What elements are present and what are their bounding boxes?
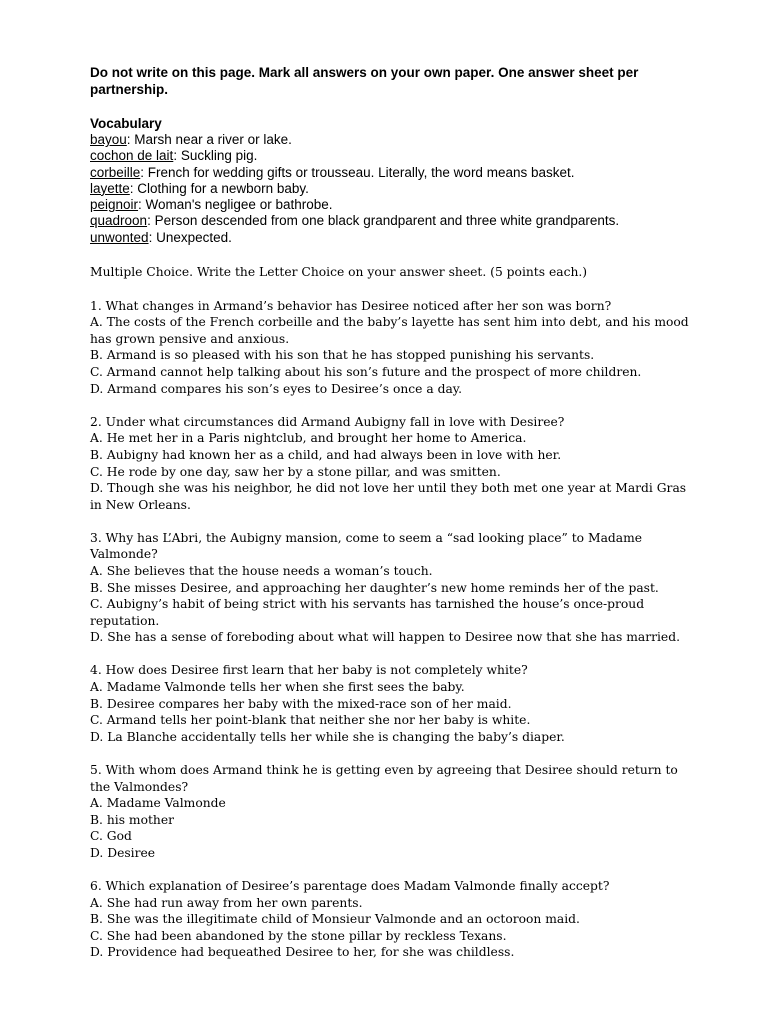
answer-choice: B. She misses Desiree, and approaching her daughter’s new home reminds her of the past. xyxy=(90,580,659,595)
vocab-entry xyxy=(90,181,690,197)
answer-choice: A. Madame Valmonde tells her when she first sees the baby. xyxy=(90,680,465,695)
answer-choice: A. Madame Valmonde xyxy=(90,796,226,811)
vocab-term: quadroon xyxy=(90,213,148,229)
answer-choice: D. Armand compares his son’s eyes to Desiree’s once a day. xyxy=(90,381,463,396)
answer-choice: D. She has a sense of foreboding about what will happen to Desiree now that she has married. xyxy=(90,630,680,645)
answer-choice: B. Desiree compares her baby with the mixed-race son of her maid. xyxy=(90,696,512,711)
answer-choice: C. Aubigny’s habit of being strict with his servants has tarnished the house’s once-proud reputation. xyxy=(90,597,645,628)
answer-choice: B. Aubigny had known her as a child, and had always been in love with her. xyxy=(90,447,562,462)
vocab-term: corbeille xyxy=(90,164,141,180)
question-text: 1. What changes in Armand’s behavior has Desiree noticed after her son was born? xyxy=(90,298,612,313)
answer-choice: C. Armand tells her point-blank that neither she nor her baby is white. xyxy=(90,713,531,728)
question-2 xyxy=(90,414,690,514)
vocabulary-heading: Vocabulary xyxy=(90,116,162,131)
answer-choice: A. He met her in a Paris nightclub, and brought her home to America. xyxy=(90,431,527,446)
vocab-definition: : Person descended from one black grandparent and three white grandparents. xyxy=(147,213,620,229)
answer-choice: D. Desiree xyxy=(90,845,156,860)
question-text: 6. Which explanation of Desiree’s parentage does Madam Valmonde finally accept? xyxy=(90,878,610,893)
answer-choice: C. She had been abandoned by the stone pillar by reckless Texans. xyxy=(90,928,507,943)
answer-choice: A. She had run away from her own parents. xyxy=(90,895,363,910)
answer-choice: C. He rode by one day, saw her by a stone pillar, and was smitten. xyxy=(90,464,501,479)
vocab-term: bayou xyxy=(90,132,127,147)
vocab-definition: : Woman's negligee or bathrobe. xyxy=(138,197,333,213)
vocab-entry xyxy=(90,148,690,164)
vocab-term: peignoir xyxy=(90,197,139,213)
question-text: 3. Why has L’Abri, the Aubigny mansion, come to seem a “sad looking place” to Madame Valmonde? xyxy=(90,530,643,562)
answer-choice: B. She was the illegitimate child of Monsieur Valmonde and an octoroon maid. xyxy=(90,912,580,927)
vocab-entry xyxy=(90,197,690,213)
question-3 xyxy=(90,530,690,646)
question-1 xyxy=(90,298,690,398)
answer-choice: B. his mother xyxy=(90,812,175,827)
vocab-entry xyxy=(90,230,690,246)
vocab-entry xyxy=(90,132,690,148)
vocab-entry xyxy=(90,165,690,181)
question-6 xyxy=(90,878,690,961)
vocab-term: cochon de lait xyxy=(90,148,174,164)
answer-choice: A. The costs of the French corbeille and the baby’s layette has sent him into debt, and his mood has grown pensive and anxious. xyxy=(90,315,689,346)
worksheet-page xyxy=(90,64,690,977)
answer-choice: D. Providence had bequeathed Desiree to her, for she was childless. xyxy=(90,945,515,960)
answer-choice: C. Armand cannot help talking about his son’s future and the prospect of more children. xyxy=(90,365,642,380)
question-text: 4. How does Desiree first learn that her baby is not completely white? xyxy=(90,663,528,678)
vocab-definition: : Unexpected. xyxy=(148,229,232,245)
question-text: 2. Under what circumstances did Armand Aubigny fall in love with Desiree? xyxy=(90,414,565,429)
question-4 xyxy=(90,662,690,745)
vocab-definition: : Suckling pig. xyxy=(173,148,258,164)
question-5 xyxy=(90,762,690,862)
instructions: Do not write on this page. Mark all answers on your own paper. One answer sheet per partnership. xyxy=(90,65,639,97)
answer-choice: A. She believes that the house needs a woman’s touch. xyxy=(90,563,433,578)
answer-choice: C. God xyxy=(90,829,132,844)
question-text: 5. With whom does Armand think he is getting even by agreeing that Desiree should return to the Valmondes? xyxy=(90,762,678,794)
answer-choice: D. Though she was his neighbor, he did not love her until they both met one year at Mardi Gras in New Orleans. xyxy=(90,481,687,512)
answer-choice: D. La Blanche accidentally tells her while she is changing the baby’s diaper. xyxy=(90,729,565,744)
answer-choice: B. Armand is so pleased with his son that he has stopped punishing his servants. xyxy=(90,348,595,363)
multiple-choice-intro: Multiple Choice. Write the Letter Choice on your answer sheet. (5 points each.) xyxy=(90,265,588,280)
vocab-entry xyxy=(90,213,690,229)
vocab-definition: : Clothing for a newborn baby. xyxy=(129,180,309,196)
vocabulary-list xyxy=(90,132,690,246)
vocab-term: unwonted xyxy=(90,229,149,245)
vocab-definition: : French for wedding gifts or trousseau. Literally, the word means basket. xyxy=(140,164,575,180)
vocab-definition: : Marsh near a river or lake. xyxy=(126,132,292,147)
vocab-term: layette xyxy=(90,180,130,196)
